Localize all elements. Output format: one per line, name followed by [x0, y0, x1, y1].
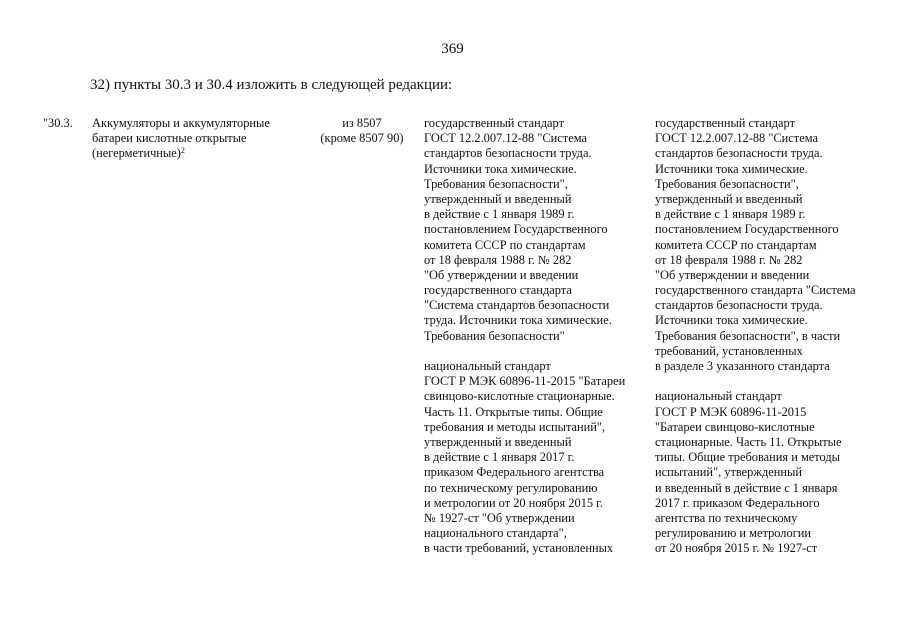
code-line: из 8507	[342, 116, 382, 130]
standard-text-line: по техническому регулированию	[424, 480, 598, 495]
standard-text-line: комитета СССР по стандартам	[655, 237, 817, 252]
product-name-line: батареи кислотные открытые	[92, 131, 247, 146]
standard-text-line: в разделе 3 указанного стандарта	[655, 359, 830, 373]
product-name-line	[92, 146, 270, 161]
standard-text-line: Требования безопасности", в части	[655, 328, 841, 343]
standard-text-line: агентства по техническому	[655, 510, 798, 525]
standard-text-line: "Система стандартов безопасности	[424, 298, 610, 313]
standard-text-line: № 1927-ст "Об утверждении	[424, 510, 575, 525]
standard-text-line: Требования безопасности"	[424, 328, 565, 343]
standard-text-line: Источники тока химические.	[424, 161, 577, 176]
standard-text-line: ГОСТ 12.2.007.12-88 "Система	[655, 131, 818, 146]
standard-text-line: утвержденный и введенный	[424, 191, 572, 206]
standard-text-line: ГОСТ Р МЭК 60896-11-2015 "Батареи	[424, 374, 626, 389]
standard-text-line: регулированию и метрологии	[655, 526, 812, 541]
tn-ved-code-cell	[314, 116, 410, 146]
standard-text-line: 2017 г. приказом Федерального	[655, 495, 820, 510]
standard-text-line: государственный стандарт	[655, 116, 795, 130]
standard-text-line: государственного стандарта "Система	[655, 283, 856, 298]
page-number: 369	[441, 41, 464, 57]
product-name-last: (негерметичные)	[92, 146, 181, 161]
standard-text-line: государственного стандарта	[424, 283, 572, 298]
standard-text-line: утвержденный и введенный	[424, 434, 572, 449]
standard-text-line: от 18 февраля 1988 г. № 282	[655, 252, 803, 267]
standard-text-line: в части требований, установленных	[424, 541, 614, 556]
standard-text-line: стационарные. Часть 11. Открытые	[655, 434, 842, 449]
standard-text-line: в действие с 1 января 1989 г.	[424, 207, 575, 222]
product-name-cell	[92, 116, 270, 162]
standard-text-line: постановлением Государственного	[655, 222, 839, 237]
standard-text-line: "Батареи свинцово-кислотные	[655, 419, 815, 434]
standards-column-2	[655, 116, 856, 556]
row-number-cell	[43, 116, 73, 131]
standard-text-line: Часть 11. Открытые типы. Общие	[424, 404, 603, 419]
paragraph-gap	[655, 374, 856, 389]
standard-text-line: требований, установленных	[655, 343, 803, 358]
standard-text-line: требования и методы испытаний",	[424, 419, 606, 434]
standard-text-line: труда. Источники тока химические.	[424, 313, 612, 328]
standard-text-line: национальный стандарт	[424, 359, 551, 373]
standards-column-1	[424, 116, 625, 556]
standard-text-line: стандартов безопасности труда.	[424, 146, 592, 161]
standard-text-line: от 18 февраля 1988 г. № 282	[424, 252, 572, 267]
standard-text-line: "Об утверждении и введении	[655, 267, 810, 282]
standard-text-line: в действие с 1 января 1989 г.	[655, 207, 806, 222]
paragraph-gap	[424, 344, 625, 359]
standard-text-line: и введенный в действие с 1 января	[655, 480, 838, 495]
footnote-mark: 2	[180, 146, 185, 156]
standard-text-line: от 20 ноября 2015 г. № 1927-ст	[655, 541, 818, 556]
standard-text-line: типы. Общие требования и методы	[655, 450, 841, 465]
standard-text-line: и метрологии от 20 ноября 2015 г.	[424, 495, 603, 510]
standard-text-line: утвержденный и введенный	[655, 191, 803, 206]
standard-text-line: Источники тока химические.	[655, 161, 808, 176]
standard-text-line: ГОСТ 12.2.007.12-88 "Система	[424, 131, 587, 146]
product-name-line: Аккумуляторы и аккумуляторные	[92, 116, 270, 130]
standard-text-line: свинцово-кислотные стационарные.	[424, 389, 615, 404]
standard-text-line: Требования безопасности",	[655, 176, 799, 191]
standard-text-line: "Об утверждении и введении	[424, 267, 579, 282]
standard-text-line: стандартов безопасности труда.	[655, 298, 823, 313]
code-line: (кроме 8507 90)	[320, 131, 404, 146]
standard-text-line: постановлением Государственного	[424, 222, 608, 237]
standard-text-line: в действие с 1 января 2017 г.	[424, 450, 575, 465]
standard-text-line: комитета СССР по стандартам	[424, 237, 586, 252]
standard-text-line: национальный стандарт	[655, 389, 782, 404]
standard-text-line: Источники тока химические.	[655, 313, 808, 328]
standard-text-line: национального стандарта",	[424, 526, 567, 541]
standard-text-line: стандартов безопасности труда.	[655, 146, 823, 161]
standard-text-line: ГОСТ Р МЭК 60896-11-2015	[655, 404, 807, 419]
standard-text-line: приказом Федерального агентства	[424, 465, 605, 480]
standard-text-line: государственный стандарт	[424, 116, 564, 130]
standard-text-line: Требования безопасности",	[424, 176, 568, 191]
row-number: "30.3.	[43, 116, 73, 130]
intro-paragraph: 32) пункты 30.3 и 30.4 изложить в следующей редакции:	[90, 77, 453, 93]
standard-text-line: испытаний", утвержденный	[655, 465, 802, 480]
